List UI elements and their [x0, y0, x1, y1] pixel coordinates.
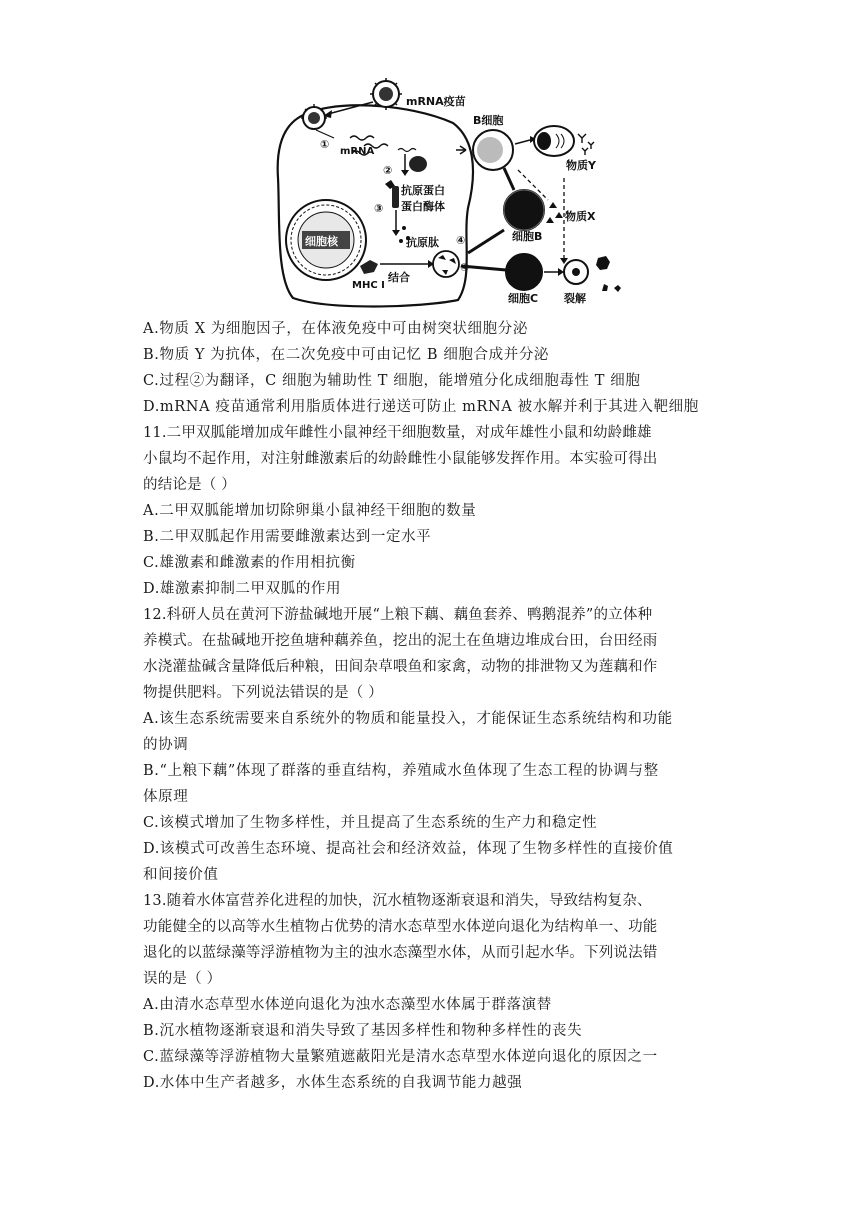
q13-stem-line-4: 误的是（ ）: [143, 971, 222, 987]
question-content: [143, 316, 723, 1096]
label-substance-x: 物质X: [565, 210, 596, 223]
q10-option-b: B.物质 Y 为抗体，在二次免疫中可由记忆 B 细胞合成并分泌: [143, 347, 550, 363]
q13-option-c: C.蓝绿藻等浮游植物大量繁殖遮蔽阳光是清水态草型水体逆向退化的原因之一: [143, 1049, 658, 1065]
lysis-fragments-icon: [596, 256, 621, 292]
target-cell-icon: [564, 260, 588, 284]
q13-option-a: A.由清水态草型水体逆向退化为浊水态藻型水体属于群落演替: [143, 997, 552, 1013]
q11-option-b: B.二甲双胍起作用需要雌激素达到一定水平: [143, 529, 432, 545]
q13-stem-line-3: 退化的以蓝绿藻等浮游植物为主的浊水态藻型水体，从而引起水华。下列说法错: [143, 945, 658, 961]
proteasome-icon: [392, 186, 399, 208]
label-mhc1: MHC I: [352, 280, 385, 291]
cell-b-icon: [504, 190, 544, 230]
antibody-icon: [578, 134, 594, 155]
label-antigen-protein: 抗原蛋白: [401, 184, 445, 197]
q12-stem-line-3: 水浇灌盐碱含量降低后种粮，田间杂草喂鱼和家禽，动物的排泄物又为莲藕和作: [143, 659, 658, 675]
q12-option-d-cont: 和间接价值: [143, 867, 219, 883]
label-step3: ③: [374, 202, 384, 215]
q11-stem-line-1: 11.二甲双胍能增加成年雌性小鼠神经干细胞数量，对成年雄性小鼠和幼龄雌雄: [143, 425, 652, 441]
label-cell-b: 细胞B: [512, 230, 543, 243]
q12-stem-line-1: 12.科研人员在黄河下游盐碱地开展“上粮下藕、藕鱼套养、鸭鹅混养”的立体种: [143, 607, 653, 623]
q10-option-d: D.mRNA 疫苗通常利用脂质体进行递送可防止 mRNA 被水解并利于其进入靶细胞: [143, 399, 699, 415]
label-step4-b: ④: [456, 234, 466, 247]
q12-option-a: A.该生态系统需要来自系统外的物质和能量投入，才能保证生态系统结构和功能: [143, 711, 673, 727]
label-step2: ②: [383, 164, 393, 177]
q13-option-b: B.沉水植物逐渐衰退和消失导致了基因多样性和物种多样性的丧失: [143, 1023, 583, 1039]
mhc1-icon: [360, 260, 378, 274]
q10-option-c: C.过程②为翻译，C 细胞为辅助性 T 细胞，能增殖分化成细胞毒性 T 细胞: [143, 373, 641, 389]
substance-x-icon: [546, 202, 563, 223]
mhc-peptide-vesicle-icon: [433, 251, 459, 277]
q10-option-a: A.物质 X 为细胞因子，在体液免疫中可由树突状细胞分泌: [143, 321, 528, 337]
label-mrna-vaccine: mRNA疫苗: [406, 95, 466, 108]
ribosome-icon: [409, 156, 427, 172]
q12-option-d: D.该模式可改善生态环境、提高社会和经济效益，体现了生物多样性的直接价值: [143, 841, 674, 857]
q11-option-d: D.雄激素抑制二甲双胍的作用: [143, 581, 342, 597]
cell-c-icon: [506, 254, 542, 290]
q11-option-c: C.雄激素和雌激素的作用相抗衡: [143, 555, 356, 571]
q13-option-d: D.水体中生产者越多，水体生态系统的自我调节能力越强: [143, 1075, 523, 1091]
q13-stem-line-1: 13.随着水体富营养化进程的加快，沉水植物逐渐衰退和消失，导致结构复杂、: [143, 893, 652, 909]
q12-option-a-cont: 的协调: [143, 737, 189, 753]
q12-option-b: B.“上粮下藕”体现了群落的垂直结构，养殖咸水鱼体现了生态工程的协调与整: [143, 763, 659, 779]
immune-diagram: [268, 78, 628, 308]
label-nucleus: 细胞核: [305, 235, 338, 248]
q11-stem-line-2: 小鼠均不起作用，对注射雌激素后的幼龄雌性小鼠能够发挥作用。本实验可得出: [143, 451, 658, 467]
q13-stem-line-2: 功能健全的以高等水生植物占优势的清水态草型水体逆向退化为结构单一、功能: [143, 919, 658, 935]
label-proteasome: 蛋白酶体: [401, 200, 445, 213]
q12-option-c: C.该模式增加了生物多样性，并且提高了生态系统的生产力和稳定性: [143, 815, 598, 831]
label-mrna: mRNA: [340, 146, 375, 157]
label-step1: ①: [320, 138, 330, 151]
q12-stem-line-2: 养模式。在盐碱地开挖鱼塘种藕养鱼，挖出的泥土在鱼塘边堆成台田，台田经雨: [143, 633, 658, 649]
label-substance-y: 物质Y: [566, 159, 596, 172]
label-binding: 结合: [388, 271, 410, 284]
label-lysis: 裂解: [564, 292, 586, 305]
plasma-cell-icon: [534, 126, 574, 156]
label-antigen-peptide: 抗原肽: [406, 236, 439, 249]
q11-stem-line-3: 的结论是（ ）: [143, 477, 237, 493]
q11-option-a: A.二甲双胍能增加切除卵巢小鼠神经干细胞的数量: [143, 503, 477, 519]
immune-diagram-svg: [268, 78, 628, 308]
q12-stem-line-4: 物提供肥料。下列说法错误的是（ ）: [143, 685, 384, 701]
label-cell-c: 细胞C: [508, 292, 539, 305]
label-b-cell: B细胞: [473, 114, 504, 127]
q12-option-b-cont: 体原理: [143, 789, 189, 805]
